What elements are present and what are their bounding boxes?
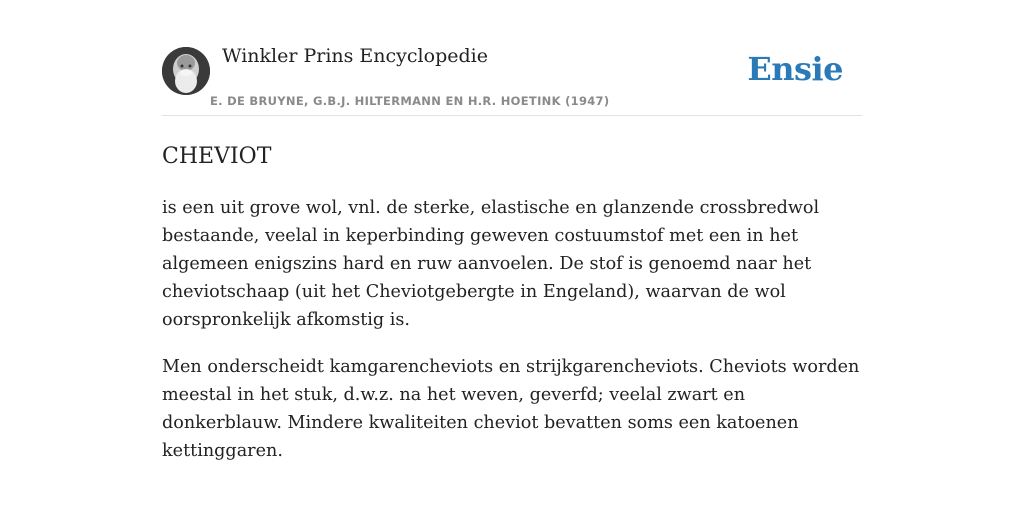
source-authors: E. DE BRUYNE, G.B.J. HILTERMANN EN H.R. HOETINK (1947) [210, 94, 610, 108]
source-title[interactable]: Winkler Prins Encyclopedie [222, 45, 488, 67]
entry-title: CHEVIOT [162, 144, 272, 169]
author-avatar-icon[interactable] [162, 47, 210, 95]
entry-paragraph: is een uit grove wol, vnl. de sterke, elastische en glanzende crossbredwol bestaande, veelal in keperbinding geweven costuumstof met een in het algemeen enigszins hard en ruw aanvoelen. De stof is genoemd naar het cheviotschaap (uit het Cheviotgebergte in Engeland), waarvan de wol oorspronkelijk afkomstig is. [162, 198, 820, 330]
entry-paragraph: Men onderscheidt kamgarencheviots en strijkgarencheviots. Cheviots worden meestal in het stuk, d.w.z. na het weven, geverfd; veelal zwart en donkerblauw. Mindere kwaliteiten cheviot bevatten soms een katoenen kettinggaren. [162, 357, 860, 461]
article-container [162, 0, 862, 484]
brand-logo[interactable]: Ensie [747, 50, 843, 88]
source-header [162, 0, 862, 116]
entry-body [162, 194, 862, 465]
